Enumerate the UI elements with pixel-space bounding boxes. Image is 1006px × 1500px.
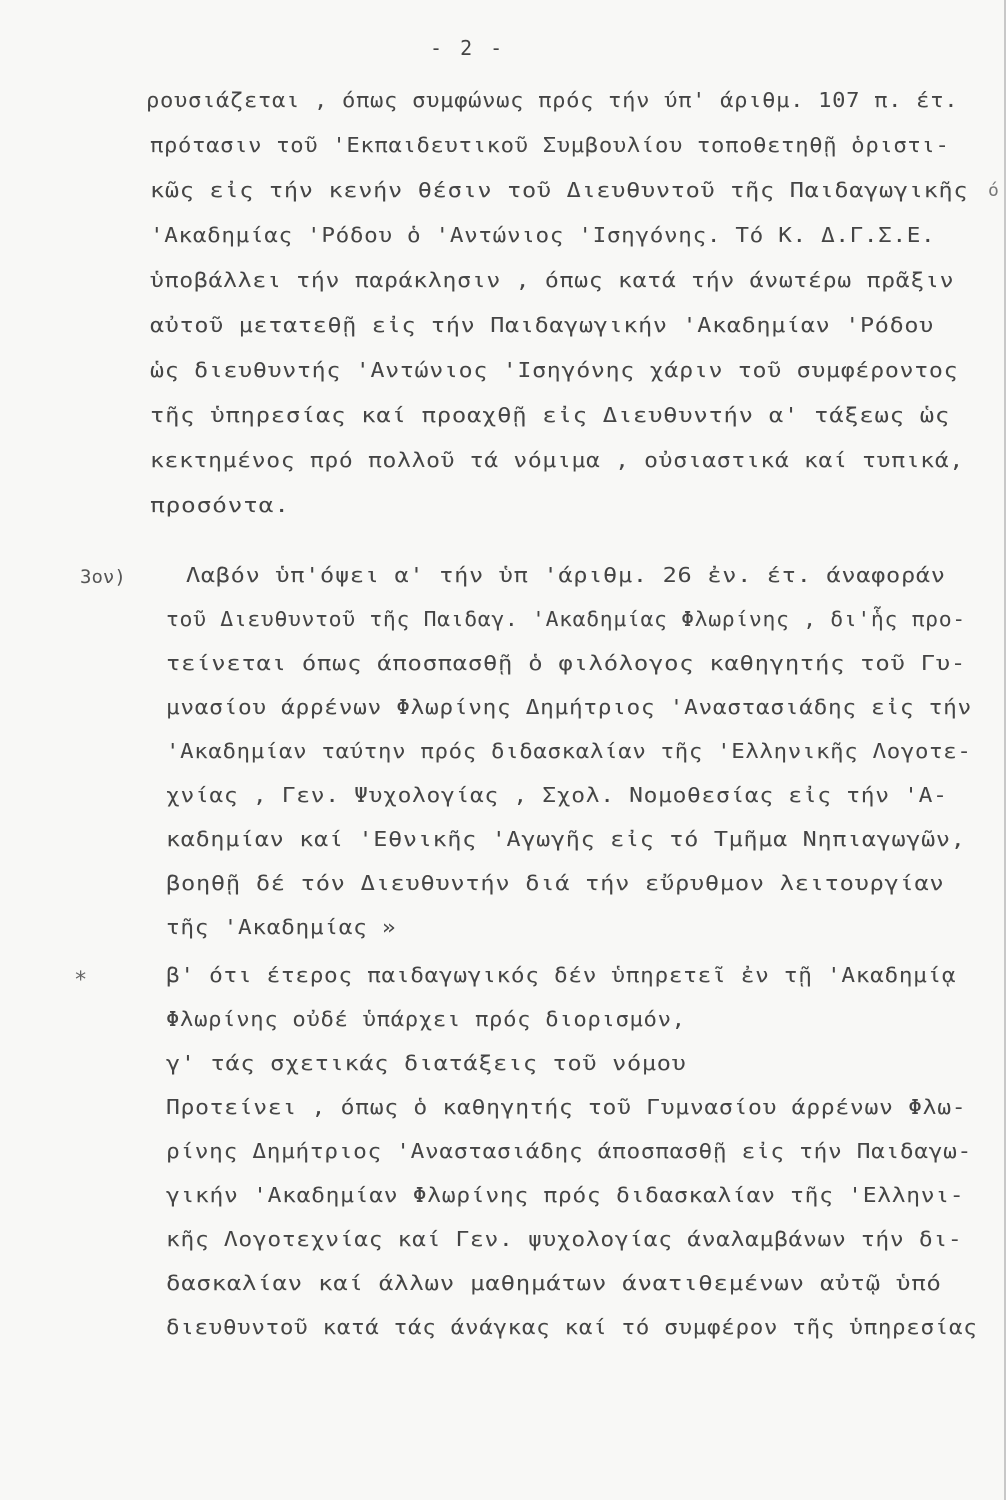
text-line: χνίας , Γεν. Ψυχολογίας , Σχολ. Νομοθεσίας εἰς τήν 'Α- (166, 783, 948, 807)
text-line: τείνεται όπως άποσπασθῇ ὁ φιλόλογος καθηγητής τοῦ Γυ- (166, 651, 966, 675)
text-line: γικήν 'Ακαδημίαν Φλωρίνης πρός διδασκαλίαν τῆς 'Ελληνι- (166, 1183, 965, 1207)
text-line: βοηθῇ δέ τόν Διευθυντήν διά τήν εὔρυθμον λειτουργίαν (166, 871, 945, 895)
text-line: Προτείνει , όπως ὁ καθηγητής τοῦ Γυμνασίου άρρένων Φλω- (166, 1095, 967, 1119)
text-line: διευθυντοῦ κατά τάς άνάγκας καί τό συμφέρον τῆς ὑπηρεσίας (166, 1315, 978, 1339)
edge-mark: ό (988, 180, 999, 201)
page-number: - 2 - (430, 36, 506, 60)
text-line: κεκτημένος πρό πολλοῦ τά νόμιμα , οὐσιαστικά καί τυπικά, (150, 448, 964, 472)
text-line: γ' τάς σχετικάς διατάξεις τοῦ νόμου (166, 1051, 687, 1075)
text-line: ὡς διευθυντής 'Αντώνιος 'Ισηγόνης χάριν τοῦ συμφέροντος (150, 358, 959, 382)
text-line: καδημίαν καί 'Εθνικῆς 'Αγωγῆς εἰς τό Τμῆμα Νηπιαγωγῶν, (166, 827, 966, 851)
text-line: προσόντα. (150, 493, 290, 517)
text-line: ρίνης Δημήτριος 'Αναστασιάδης άποσπασθῇ εἰς τήν Παιδαγω- (166, 1139, 972, 1163)
text-line: 'Ακαδημίας 'Ρόδου ὁ 'Αντώνιος 'Ισηγόνης. Τό Κ. Δ.Γ.Σ.Ε. (150, 223, 936, 247)
text-line: ὑποβάλλει τήν παράκλησιν , όπως κατά τήν άνωτέρω πρᾶξιν (150, 268, 955, 292)
text-line: αὐτοῦ μετατεθῇ εἰς τήν Παιδαγωγικήν 'Ακαδημίαν 'Ρόδου (150, 313, 934, 337)
text-line: Φλωρίνης οὐδέ ὑπάρχει πρός διορισμόν, (166, 1007, 686, 1031)
text-line: πρότασιν τοῦ 'Εκπαιδευτικοῦ Συμβουλίου τοποθετηθῇ ὁριστι- (150, 133, 950, 157)
text-line: τῆς 'Ακαδημίας » (166, 915, 397, 939)
text-line: κῶς εἰς τήν κενήν θέσιν τοῦ Διευθυντοῦ τῆς Παιδαγωγικῆς (150, 178, 969, 202)
text-line: τῆς ὑπηρεσίας καί προαχθῇ εἰς Διευθυντήν α' τάξεως ὡς (150, 403, 950, 427)
text-line: κῆς Λογοτεχνίας καί Γεν. ψυχολογίας άναλαμβάνων τήν δι- (166, 1227, 963, 1251)
text-line: τοῦ Διευθυντοῦ τῆς Παιδαγ. 'Ακαδημίας Φλωρίνης , δι'ἧς προ- (166, 607, 966, 631)
margin-asterisk: * (74, 968, 88, 993)
text-line: β' ότι έτερος παιδαγωγικός δέν ὑπηρετεῖ ἐν τῇ 'Ακαδημίᾳ (166, 963, 957, 987)
section-number: 3ον) (80, 566, 126, 588)
text-line: ρουσιάζεται , όπως συμφώνως πρός τήν ύπ' άριθμ. 107 π. έτ. (146, 88, 959, 112)
text-line: δασκαλίαν καί άλλων μαθημάτων άνατιθεμένων αὐτῷ ὑπό (166, 1271, 942, 1295)
text-line: Λαβόν ὑπ'όψει α' τήν ὑπ 'άριθμ. 26 ἐν. έτ. άναφοράν (186, 563, 946, 587)
text-line: μνασίου άρρένων Φλωρίνης Δημήτριος 'Αναστασιάδης εἰς τήν (166, 695, 972, 719)
text-line: 'Ακαδημίαν ταύτην πρός διδασκαλίαν τῆς 'Ελληνικῆς Λογοτε- (166, 739, 972, 763)
